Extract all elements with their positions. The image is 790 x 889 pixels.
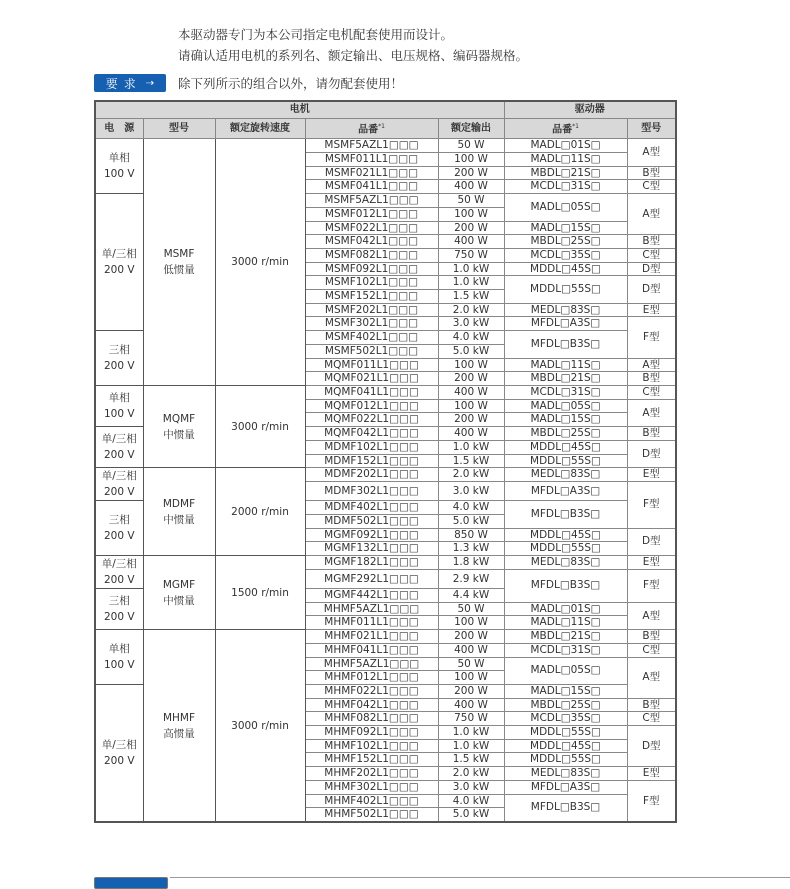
driver-part-number: MDDL□55S□ <box>504 726 627 740</box>
column-header <box>438 119 504 139</box>
rated-output: 2.0 kW <box>438 303 504 317</box>
rated-output: 4.0 kW <box>438 794 504 808</box>
driver-frame-type: C型 <box>627 643 676 657</box>
driver-part-number: MADL□15S□ <box>504 413 627 427</box>
motor-part-number: MSMF302L1□□□ <box>305 317 438 331</box>
driver-part-number: MEDL□83S□ <box>504 303 627 317</box>
rated-output: 1.0 kW <box>438 276 504 290</box>
power-supply-cell: 三相 200 V <box>95 501 143 556</box>
driver-frame-type: D型 <box>627 262 676 276</box>
motor-part-number: MQMF022L1□□□ <box>305 413 438 427</box>
motor-series-cell: MQMF 中惯量 <box>143 385 215 467</box>
motor-part-number: MQMF021L1□□□ <box>305 372 438 386</box>
rated-output: 5.0 kW <box>438 514 504 528</box>
rated-output: 4.4 kW <box>438 589 504 603</box>
power-supply-cell: 单/三相 200 V <box>95 194 143 331</box>
driver-frame-type: A型 <box>627 602 676 629</box>
table-row <box>95 630 676 644</box>
driver-frame-type: F型 <box>627 317 676 358</box>
rated-output: 200 W <box>438 221 504 235</box>
rated-output: 400 W <box>438 385 504 399</box>
motor-part-number: MSMF011L1□□□ <box>305 153 438 167</box>
motor-part-number: MHMF202L1□□□ <box>305 767 438 781</box>
requirement-badge-label: 要求 <box>105 76 142 91</box>
power-supply-cell: 单/三相 200 V <box>95 427 143 468</box>
rated-output: 3.0 kW <box>438 317 504 331</box>
driver-frame-type: A型 <box>627 399 676 426</box>
driver-part-number: MDDL□55S□ <box>504 753 627 767</box>
motor-part-number: MHMF082L1□□□ <box>305 712 438 726</box>
column-header-label: 型号 <box>169 122 189 134</box>
table-row <box>95 468 676 482</box>
motor-part-number: MSMF092L1□□□ <box>305 262 438 276</box>
rated-output: 400 W <box>438 643 504 657</box>
driver-frame-type: E型 <box>627 556 676 570</box>
requirement-badge <box>94 74 166 92</box>
driver-frame-type: D型 <box>627 726 676 767</box>
driver-part-number: MDDL□55S□ <box>504 454 627 468</box>
driver-part-number: MFDL□A3S□ <box>504 780 627 794</box>
column-header <box>215 119 305 139</box>
motor-part-number: MHMF402L1□□□ <box>305 794 438 808</box>
driver-frame-type: B型 <box>627 427 676 441</box>
power-supply-cell: 单相 100 V <box>95 139 143 194</box>
motor-part-number: MQMF041L1□□□ <box>305 385 438 399</box>
driver-part-number: MBDL□25S□ <box>504 427 627 441</box>
rated-output: 100 W <box>438 153 504 167</box>
power-supply-cell: 单相 100 V <box>95 630 143 685</box>
motor-part-number: MHMF011L1□□□ <box>305 616 438 630</box>
rated-output: 4.0 kW <box>438 501 504 515</box>
motor-part-number: MDMF202L1□□□ <box>305 468 438 482</box>
motor-part-number: MHMF022L1□□□ <box>305 684 438 698</box>
column-header <box>305 119 438 139</box>
rated-output: 400 W <box>438 235 504 249</box>
motor-part-number: MGMF092L1□□□ <box>305 528 438 542</box>
driver-frame-type: B型 <box>627 630 676 644</box>
motor-part-number: MQMF012L1□□□ <box>305 399 438 413</box>
driver-part-number: MCDL□31S□ <box>504 385 627 399</box>
driver-frame-type: F型 <box>627 569 676 602</box>
column-header-label: 额定旋转速度 <box>230 122 290 134</box>
column-header <box>627 119 676 139</box>
driver-part-number: MEDL□83S□ <box>504 556 627 570</box>
rated-output: 850 W <box>438 528 504 542</box>
driver-part-number: MBDL□21S□ <box>504 166 627 180</box>
driver-frame-type: D型 <box>627 440 676 467</box>
motor-part-number: MGMF442L1□□□ <box>305 589 438 603</box>
motor-header: 电机 <box>95 101 504 119</box>
driver-part-number: MDDL□45S□ <box>504 440 627 454</box>
driver-part-number: MADL□11S□ <box>504 358 627 372</box>
intro-line: 请确认适用电机的系列名、额定输出、电压规格、编码器规格。 <box>178 48 529 63</box>
driver-frame-type: A型 <box>627 358 676 372</box>
rated-output: 100 W <box>438 671 504 685</box>
footnote-mark: *1 <box>572 123 579 130</box>
rated-output: 750 W <box>438 712 504 726</box>
requirement-text: 除下列所示的组合以外，请勿配套使用！ <box>178 76 404 91</box>
rated-output: 1.0 kW <box>438 726 504 740</box>
rated-output: 50 W <box>438 194 504 208</box>
driver-part-number: MFDL□B3S□ <box>504 569 627 602</box>
rated-output: 200 W <box>438 684 504 698</box>
driver-part-number: MADL□11S□ <box>504 153 627 167</box>
motor-series-cell: MHMF 高惯量 <box>143 630 215 822</box>
motor-part-number: MSMF012L1□□□ <box>305 207 438 221</box>
column-header <box>95 119 143 139</box>
rated-output: 400 W <box>438 698 504 712</box>
motor-part-number: MQMF042L1□□□ <box>305 427 438 441</box>
rated-output: 200 W <box>438 372 504 386</box>
driver-part-number: MBDL□21S□ <box>504 372 627 386</box>
column-header-label: 电 源 <box>104 122 135 134</box>
power-supply-cell: 单/三相 200 V <box>95 556 143 589</box>
table-row <box>95 139 676 153</box>
column-header-label: 品番 <box>552 124 573 136</box>
motor-part-number: MHMF5AZL1□□□ <box>305 657 438 671</box>
rated-output: 5.0 kW <box>438 808 504 822</box>
column-header <box>143 119 215 139</box>
arrow-icon: ⇢ <box>145 77 155 89</box>
driver-frame-type: B型 <box>627 698 676 712</box>
driver-frame-type: A型 <box>627 194 676 235</box>
column-header-label: 额定输出 <box>451 122 491 134</box>
driver-header: 驱动器 <box>504 101 676 119</box>
intro-text <box>178 24 528 66</box>
motor-part-number: MSMF022L1□□□ <box>305 221 438 235</box>
driver-part-number: MFDL□B3S□ <box>504 794 627 822</box>
motor-part-number: MSMF021L1□□□ <box>305 166 438 180</box>
rated-output: 1.0 kW <box>438 739 504 753</box>
driver-frame-type: E型 <box>627 468 676 482</box>
rated-output: 750 W <box>438 248 504 262</box>
motor-part-number: MHMF102L1□□□ <box>305 739 438 753</box>
driver-part-number: MCDL□35S□ <box>504 712 627 726</box>
motor-series-cell: MGMF 中惯量 <box>143 556 215 630</box>
rated-output: 1.0 kW <box>438 262 504 276</box>
motor-part-number: MHMF092L1□□□ <box>305 726 438 740</box>
motor-part-number: MSMF041L1□□□ <box>305 180 438 194</box>
driver-part-number: MEDL□83S□ <box>504 468 627 482</box>
rated-output: 200 W <box>438 413 504 427</box>
driver-part-number: MADL□05S□ <box>504 399 627 413</box>
motor-part-number: MSMF502L1□□□ <box>305 344 438 358</box>
driver-part-number: MADL□15S□ <box>504 684 627 698</box>
divider <box>170 877 790 878</box>
driver-part-number: MDDL□45S□ <box>504 528 627 542</box>
motor-part-number: MSMF402L1□□□ <box>305 331 438 345</box>
driver-part-number: MFDL□B3S□ <box>504 501 627 528</box>
driver-part-number: MEDL□83S□ <box>504 767 627 781</box>
table-row <box>95 385 676 399</box>
motor-part-number: MHMF012L1□□□ <box>305 671 438 685</box>
driver-part-number: MADL□05S□ <box>504 194 627 221</box>
driver-frame-type: F型 <box>627 481 676 528</box>
motor-part-number: MSMF082L1□□□ <box>305 248 438 262</box>
power-supply-cell: 单/三相 200 V <box>95 468 143 501</box>
rated-speed-cell: 3000 r/min <box>215 385 305 467</box>
driver-part-number: MDDL□55S□ <box>504 542 627 556</box>
motor-part-number: MHMF302L1□□□ <box>305 780 438 794</box>
rated-output: 400 W <box>438 427 504 441</box>
driver-part-number: MFDL□A3S□ <box>504 317 627 331</box>
rated-output: 400 W <box>438 180 504 194</box>
rated-output: 1.5 kW <box>438 290 504 304</box>
rated-output: 100 W <box>438 616 504 630</box>
rated-output: 1.3 kW <box>438 542 504 556</box>
rated-output: 2.0 kW <box>438 767 504 781</box>
driver-frame-type: C型 <box>627 385 676 399</box>
driver-part-number: MADL□11S□ <box>504 616 627 630</box>
rated-speed-cell: 3000 r/min <box>215 630 305 822</box>
rated-output: 200 W <box>438 166 504 180</box>
rated-output: 1.5 kW <box>438 753 504 767</box>
driver-frame-type: B型 <box>627 372 676 386</box>
motor-part-number: MHMF021L1□□□ <box>305 630 438 644</box>
driver-frame-type: D型 <box>627 528 676 555</box>
driver-part-number: MDDL□45S□ <box>504 739 627 753</box>
power-supply-cell: 三相 200 V <box>95 589 143 630</box>
driver-part-number: MBDL□25S□ <box>504 235 627 249</box>
rated-output: 200 W <box>438 630 504 644</box>
requirement-note <box>94 74 403 92</box>
driver-frame-type: E型 <box>627 303 676 317</box>
driver-part-number: MDDL□55S□ <box>504 276 627 303</box>
driver-part-number: MCDL□31S□ <box>504 180 627 194</box>
driver-part-number: MADL□01S□ <box>504 139 627 153</box>
rated-output: 1.8 kW <box>438 556 504 570</box>
rated-output: 2.9 kW <box>438 569 504 588</box>
driver-part-number: MBDL□21S□ <box>504 630 627 644</box>
rated-speed-cell: 2000 r/min <box>215 468 305 556</box>
motor-part-number: MSMF102L1□□□ <box>305 276 438 290</box>
power-supply-cell: 三相 200 V <box>95 331 143 386</box>
motor-part-number: MHMF502L1□□□ <box>305 808 438 822</box>
driver-part-number: MFDL□B3S□ <box>504 331 627 358</box>
driver-frame-type: A型 <box>627 657 676 698</box>
column-header-label: 品番 <box>358 124 379 136</box>
driver-part-number: MBDL□25S□ <box>504 698 627 712</box>
driver-frame-type: D型 <box>627 276 676 303</box>
rated-output: 100 W <box>438 399 504 413</box>
rated-output: 4.0 kW <box>438 331 504 345</box>
driver-frame-type: C型 <box>627 712 676 726</box>
driver-part-number: MADL□01S□ <box>504 602 627 616</box>
motor-part-number: MDMF152L1□□□ <box>305 454 438 468</box>
motor-part-number: MSMF5AZL1□□□ <box>305 139 438 153</box>
driver-frame-type: A型 <box>627 139 676 166</box>
rated-output: 3.0 kW <box>438 780 504 794</box>
motor-part-number: MGMF182L1□□□ <box>305 556 438 570</box>
motor-series-cell: MSMF 低惯量 <box>143 139 215 386</box>
motor-part-number: MDMF102L1□□□ <box>305 440 438 454</box>
driver-frame-type: E型 <box>627 767 676 781</box>
intro-line: 本驱动器专门为本公司指定电机配套使用而设计。 <box>178 27 454 42</box>
rated-speed-cell: 3000 r/min <box>215 139 305 386</box>
motor-part-number: MDMF502L1□□□ <box>305 514 438 528</box>
motor-series-cell: MDMF 中惯量 <box>143 468 215 556</box>
driver-frame-type: C型 <box>627 180 676 194</box>
rated-speed-cell: 1500 r/min <box>215 556 305 630</box>
rated-output: 50 W <box>438 602 504 616</box>
driver-part-number: MDDL□45S□ <box>504 262 627 276</box>
rated-output: 100 W <box>438 207 504 221</box>
driver-part-number: MADL□05S□ <box>504 657 627 684</box>
motor-part-number: MHMF042L1□□□ <box>305 698 438 712</box>
column-header <box>504 119 627 139</box>
motor-part-number: MSMF042L1□□□ <box>305 235 438 249</box>
rated-output: 50 W <box>438 657 504 671</box>
motor-part-number: MGMF292L1□□□ <box>305 569 438 588</box>
footnote-mark: *1 <box>378 123 385 130</box>
rated-output: 50 W <box>438 139 504 153</box>
rated-output: 5.0 kW <box>438 344 504 358</box>
driver-part-number: MADL□15S□ <box>504 221 627 235</box>
driver-frame-type: B型 <box>627 166 676 180</box>
motor-part-number: MSMF5AZL1□□□ <box>305 194 438 208</box>
motor-part-number: MDMF302L1□□□ <box>305 481 438 500</box>
column-header-label: 型号 <box>641 122 662 134</box>
combination-table <box>94 100 677 823</box>
motor-part-number: MSMF202L1□□□ <box>305 303 438 317</box>
power-supply-cell: 单相 100 V <box>95 385 143 426</box>
motor-part-number: MDMF402L1□□□ <box>305 501 438 515</box>
driver-part-number: MCDL□35S□ <box>504 248 627 262</box>
rated-output: 100 W <box>438 358 504 372</box>
motor-part-number: MGMF132L1□□□ <box>305 542 438 556</box>
driver-frame-type: C型 <box>627 248 676 262</box>
motor-part-number: MQMF011L1□□□ <box>305 358 438 372</box>
table-row <box>95 556 676 570</box>
motor-part-number: MHMF5AZL1□□□ <box>305 602 438 616</box>
rated-output: 2.0 kW <box>438 468 504 482</box>
motor-part-number: MHMF152L1□□□ <box>305 753 438 767</box>
driver-frame-type: B型 <box>627 235 676 249</box>
rated-output: 1.0 kW <box>438 440 504 454</box>
motor-part-number: MHMF041L1□□□ <box>305 643 438 657</box>
power-supply-cell: 单/三相 200 V <box>95 684 143 822</box>
motor-part-number: MSMF152L1□□□ <box>305 290 438 304</box>
driver-part-number: MFDL□A3S□ <box>504 481 627 500</box>
next-section-badge <box>94 877 168 889</box>
driver-frame-type: F型 <box>627 780 676 822</box>
rated-output: 1.5 kW <box>438 454 504 468</box>
driver-part-number: MCDL□31S□ <box>504 643 627 657</box>
rated-output: 3.0 kW <box>438 481 504 500</box>
